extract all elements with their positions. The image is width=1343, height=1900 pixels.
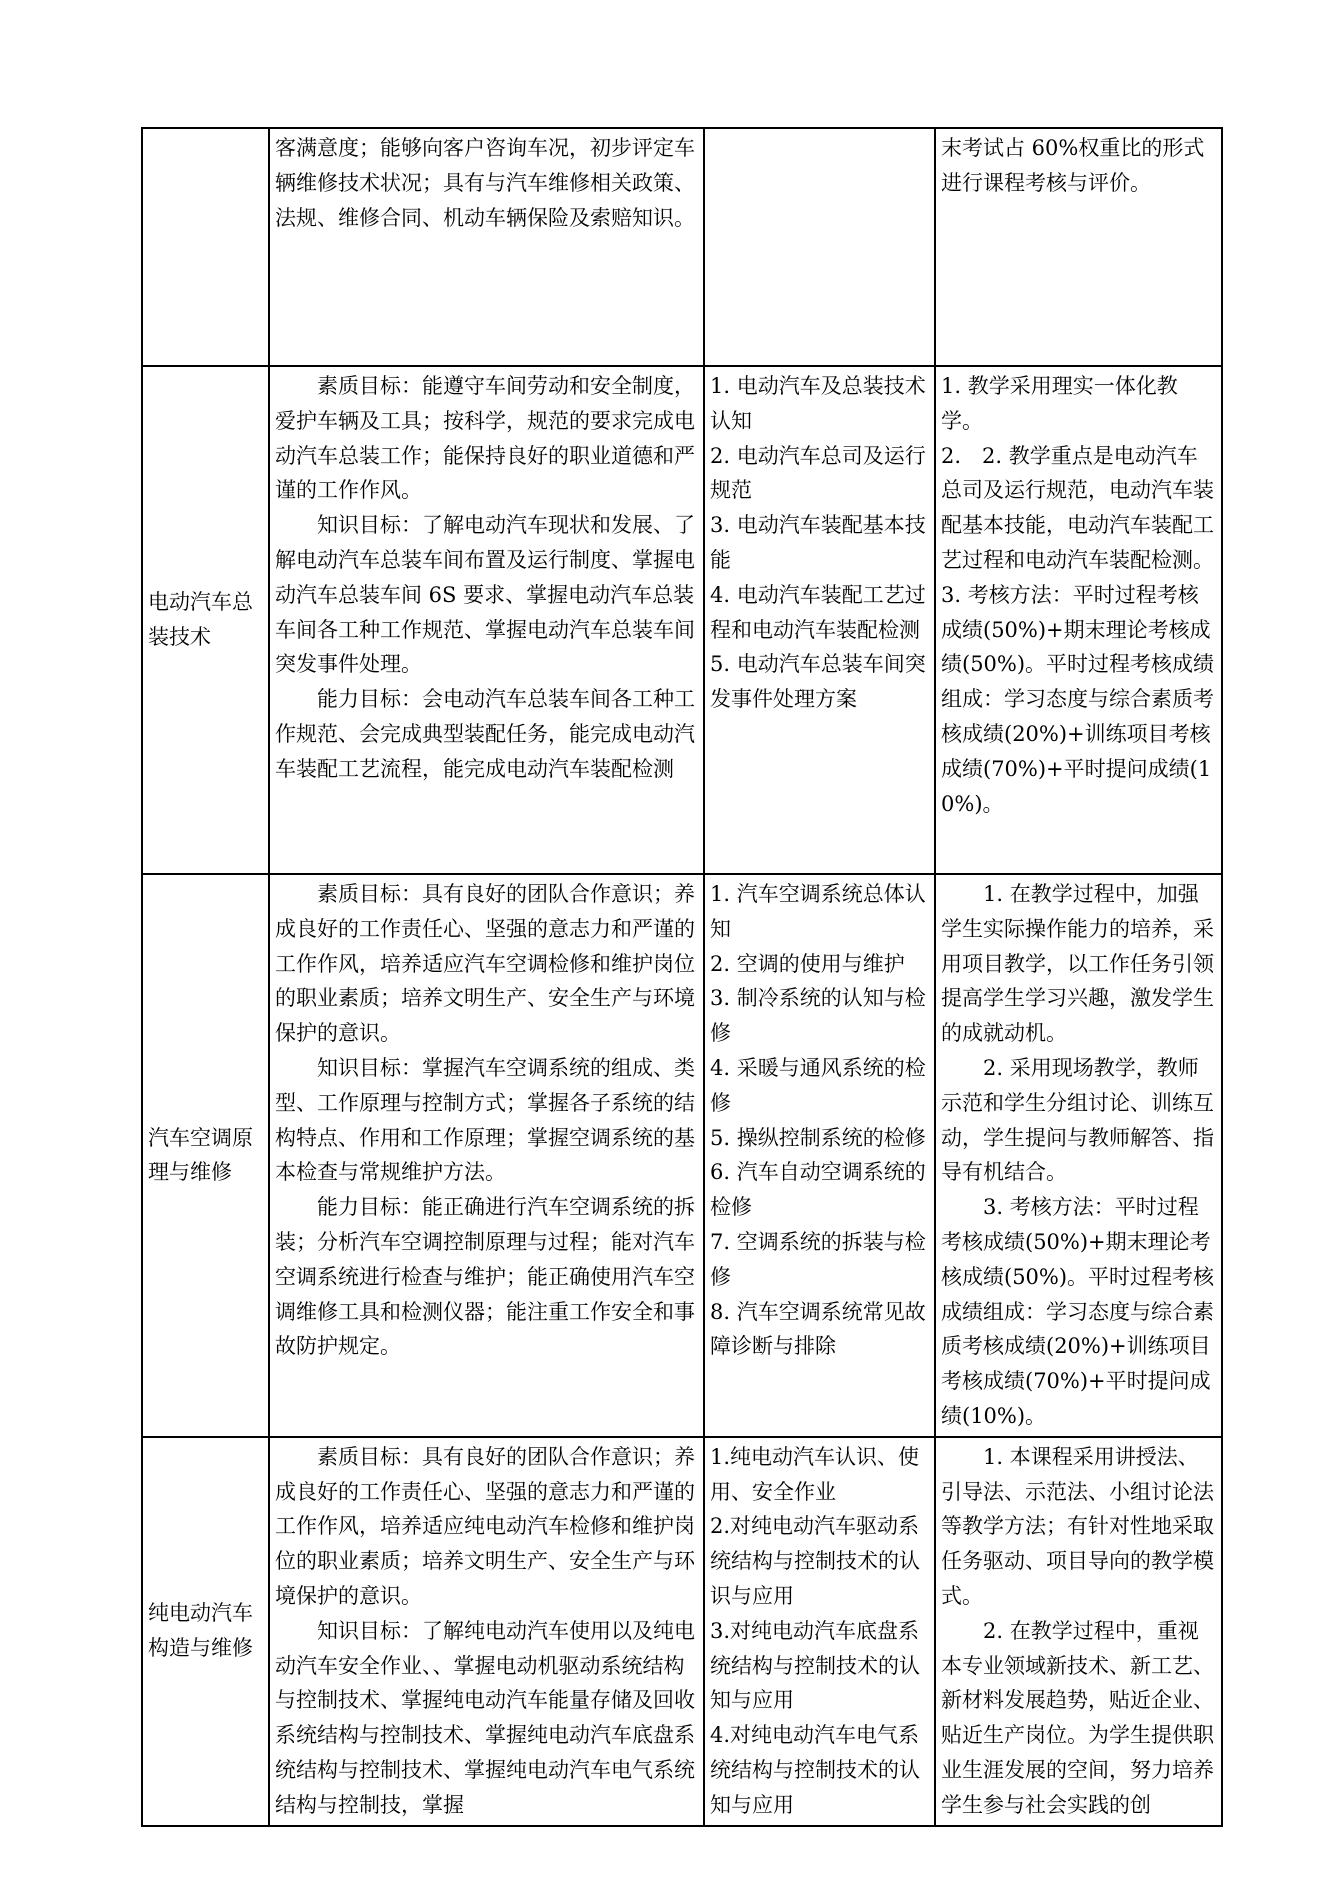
course-objectives-cell bbox=[269, 874, 704, 1437]
table-row bbox=[142, 366, 1222, 874]
content-item: 5. 操纵控制系统的检修 bbox=[710, 1125, 926, 1150]
document-page bbox=[141, 127, 1221, 1827]
content-item: 5. 电动汽车总装车间突发事件处理方案 bbox=[710, 652, 926, 712]
content-item: 3.对纯电动汽车底盘系统结构与控制技术的认知与应用 bbox=[710, 1618, 920, 1713]
content-item: 4.对纯电动汽车电气系统结构与控制技术的认知与应用 bbox=[710, 1723, 920, 1817]
teaching-requirements-cell bbox=[935, 128, 1222, 366]
requirement-paragraph: 1. 本课程采用讲授法、引导法、示范法、小组讨论法等教学方法；有针对性地采取任务驱动、项目导向的教学模式。 bbox=[941, 1444, 1214, 1608]
requirement-paragraph: 2. 采用现场教学，教师示范和学生分组讨论、训练互动，学生提问与教师解答、指导有机结合。 bbox=[941, 1055, 1214, 1185]
course-name-cell bbox=[142, 874, 269, 1437]
table-row bbox=[142, 874, 1222, 1437]
course-objectives-cell bbox=[269, 1437, 704, 1826]
course-name: 汽车空调原理与维修 bbox=[148, 1125, 253, 1185]
course-name-cell bbox=[142, 366, 269, 874]
content-item: 2. 电动汽车总司及运行规范 bbox=[710, 443, 926, 503]
content-item: 1.纯电动汽车认识、使用、安全作业 bbox=[710, 1444, 920, 1504]
course-content-cell bbox=[704, 366, 935, 874]
content-item: 8. 汽车空调系统常见故障诊断与排除 bbox=[710, 1299, 926, 1359]
course-table bbox=[141, 127, 1223, 1827]
objective-paragraph: 知识目标：掌握汽车空调系统的组成、类型、工作原理与控制方式；掌握各子系统的结构特点、作用和工作原理；掌握空调系统的基本检查与常规维护方法。 bbox=[275, 1055, 695, 1185]
teaching-requirements-cell bbox=[935, 366, 1222, 874]
content-item: 3. 制冷系统的认知与检修 bbox=[710, 986, 926, 1046]
content-item: 3. 电动汽车装配基本技能 bbox=[710, 513, 926, 572]
table-row bbox=[142, 1437, 1222, 1826]
teaching-requirements-cell bbox=[935, 1437, 1222, 1826]
objective-paragraph: 知识目标：了解电动汽车现状和发展、了解电动汽车总装车间布置及运行制度、掌握电动汽车总装车间 6S 要求、掌握电动汽车总装车间各工种工作规范、掌握电动汽车总装车间突发事件处理。 bbox=[275, 513, 695, 677]
objective-paragraph: 知识目标：了解纯电动汽车使用以及纯电动汽车安全作业、、掌握电动机驱动系统结构与控制技术、掌握纯电动汽车能量存储及回收系统结构与控制技术、掌握纯电动汽车底盘系统结构与控制技术、掌握纯电动汽车电气系统结构与控制技，掌握 bbox=[275, 1618, 695, 1817]
course-table-body bbox=[142, 128, 1222, 1826]
objective-paragraph: 素质目标：能遵守车间劳动和安全制度，爱护车辆及工具；按科学，规范的要求完成电动汽车总装工作；能保持良好的职业道德和严谨的工作作风。 bbox=[275, 374, 695, 503]
objective-paragraph: 客满意度；能够向客户咨询车况，初步评定车辆维修技术状况；具有与汽车维修相关政策、法规、维修合同、机动车辆保险及索赔知识。 bbox=[275, 136, 695, 230]
requirement-paragraph: 末考试占 60%权重比的形式进行课程考核与评价。 bbox=[941, 136, 1205, 195]
content-item: 1. 汽车空调系统总体认知 bbox=[710, 882, 926, 941]
objective-paragraph: 能力目标：会电动汽车总装车间各工种工作规范、会完成典型装配任务，能完成电动汽车装配工艺流程，能完成电动汽车装配检测 bbox=[275, 687, 695, 781]
objective-paragraph: 素质目标：具有良好的团队合作意识；养成良好的工作责任心、坚强的意志力和严谨的工作作风，培养适应汽车空调检修和维护岗位的职业素质；培养文明生产、安全生产与环境保护的意识。 bbox=[275, 882, 695, 1046]
requirement-paragraph: 1. 在教学过程中，加强学生实际操作能力的培养，采用项目教学，以工作任务引领提高学生学习兴趣，激发学生的成就动机。 bbox=[941, 882, 1214, 1046]
content-item: 2. 空调的使用与维护 bbox=[710, 951, 905, 976]
course-name-cell bbox=[142, 128, 269, 366]
course-content-cell bbox=[704, 1437, 935, 1826]
course-content-cell bbox=[704, 874, 935, 1437]
requirement-paragraph: 3. 考核方法：平时过程考核成绩(50%)+期末理论考核成绩(50%)。平时过程考核成绩组成：学习态度与综合素质考核成绩(20%)+训练项目考核成绩(70%)+平时提问成绩(10%)。 bbox=[941, 1195, 1215, 1428]
content-item: 2.对纯电动汽车驱动系统结构与控制技术的认识与应用 bbox=[710, 1514, 920, 1608]
content-item: 4. 电动汽车装配工艺过程和电动汽车装配检测 bbox=[710, 582, 926, 642]
content-item: 1. 电动汽车及总装技术认知 bbox=[710, 374, 926, 433]
teaching-requirements-cell bbox=[935, 874, 1222, 1437]
course-name: 电动汽车总装技术 bbox=[148, 590, 253, 649]
course-objectives-cell bbox=[269, 128, 704, 366]
requirement-paragraph: 2. 在教学过程中，重视本专业领域新技术、新工艺、新材料发展趋势，贴近企业、贴近生产岗位。为学生提供职业生涯发展的空间，努力培养学生参与社会实践的创 bbox=[941, 1618, 1214, 1817]
content-item: 4. 采暖与通风系统的检修 bbox=[710, 1055, 926, 1115]
course-content-cell bbox=[704, 128, 935, 366]
requirement-paragraph: 2. 2. 教学重点是电动汽车总司及运行规范，电动汽车装配基本技能，电动汽车装配工艺过程和电动汽车装配检测。 bbox=[941, 443, 1214, 572]
objective-paragraph: 素质目标：具有良好的团队合作意识；养成良好的工作责任心、坚强的意志力和严谨的工作作风，培养适应纯电动汽车检修和维护岗位的职业素质；培养文明生产、安全生产与环境保护的意识。 bbox=[275, 1444, 695, 1608]
table-row bbox=[142, 128, 1222, 366]
content-item: 7. 空调系统的拆装与检修 bbox=[710, 1229, 926, 1289]
objective-paragraph: 能力目标：能正确进行汽车空调系统的拆装；分析汽车空调控制原理与过程；能对汽车空调系统进行检查与维护；能正确使用汽车空调维修工具和检测仪器；能注重工作安全和事故防护规定。 bbox=[275, 1195, 695, 1359]
course-name-cell bbox=[142, 1437, 269, 1826]
course-objectives-cell bbox=[269, 366, 704, 874]
requirement-paragraph: 1. 教学采用理实一体化教学。 bbox=[941, 374, 1178, 433]
course-name: 纯电动汽车构造与维修 bbox=[148, 1601, 253, 1661]
requirement-paragraph: 3. 考核方法：平时过程考核成绩(50%)+期末理论考核成绩(50%)。平时过程考核成绩组成：学习态度与综合素质考核成绩(20%)+训练项目考核成绩(70%)+平时提问成绩(10%)。 bbox=[941, 582, 1215, 816]
content-item: 6. 汽车自动空调系统的检修 bbox=[710, 1160, 926, 1220]
